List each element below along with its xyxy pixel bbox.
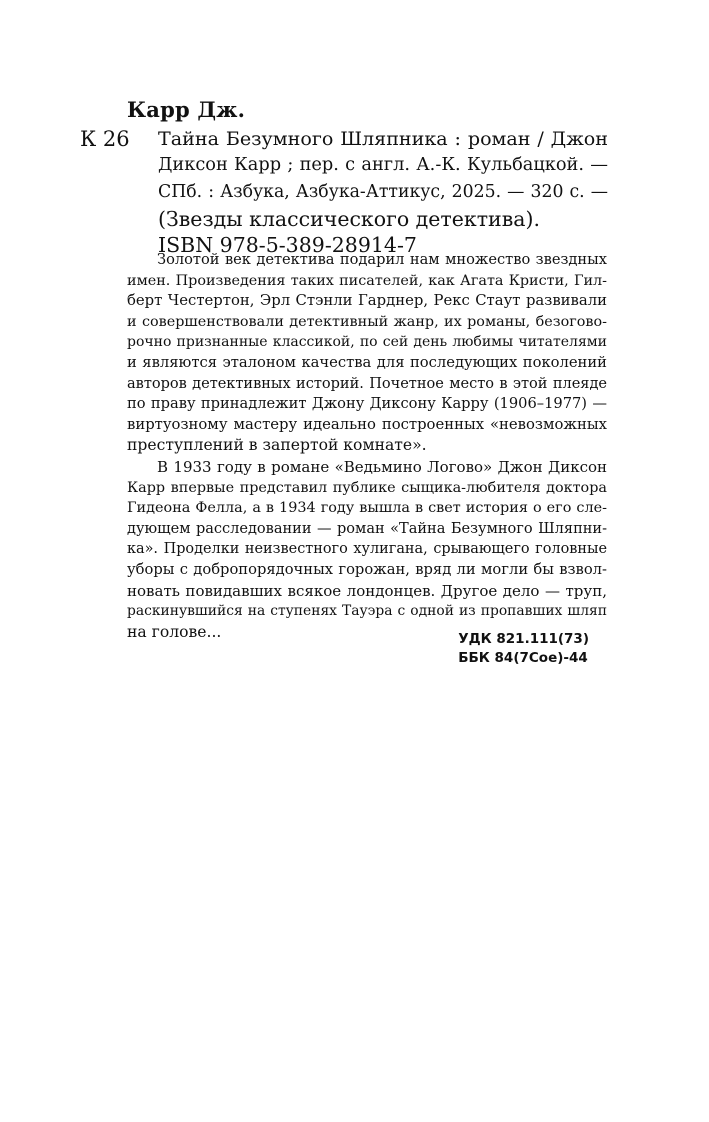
annotation-line: авторов детективных историй. Почетное место в этой плеяде [127, 375, 607, 392]
annotation-line: по праву принадлежит Джону Диксону Карру (1906–1977) — [127, 395, 607, 413]
biblio-line: СПб. : Азбука, Азбука-Аттикус, 2025. — 320 с. — [158, 182, 608, 202]
biblio-line: (Звезды классического детектива). [158, 207, 541, 231]
author-sign-index: К 26 [80, 127, 130, 151]
classification-codes [458, 630, 589, 668]
annotation-line: раскинувшийся на ступенях Тауэра с одной из пропавших шляп [127, 603, 607, 620]
annotation-line: Гидеона Фелла, а в 1934 году вышла в свет история о его сле- [127, 500, 607, 517]
author-heading: Карр Дж. [127, 97, 246, 122]
annotation-line: дующем расследовании — роман «Тайна Безумного Шляпни- [127, 520, 607, 537]
annotation-line: и являются эталоном качества для последующих поколений [127, 353, 607, 371]
annotation-line: Карр впервые представил публике сыщика-любителя доктора [127, 479, 607, 496]
annotation-line: Золотой век детектива подарил нам множество звездных [157, 251, 607, 268]
annotation-line: берт Честертон, Эрл Стэнли Гарднер, Рекс Стаут развивали [127, 292, 607, 310]
udk-code: УДК 821.111(73) [458, 631, 589, 647]
annotation-line: преступлений в запертой комнате». [127, 436, 427, 455]
annotation-line: имен. Произведения таких писателей, как Агата Кристи, Гил- [127, 272, 607, 289]
annotation-paragraph-1 [127, 250, 607, 456]
annotation-line: уборы с добропорядочных горожан, вряд ли могли бы взвол- [127, 560, 607, 578]
biblio-line: Тайна Безумного Шляпника : роман / Джон [158, 127, 608, 150]
bbk-code: ББК 84(7Сое)-44 [458, 650, 588, 666]
annotation-line: рочно признанные классикой, по сей день любимы читателями [127, 334, 607, 351]
annotation [127, 250, 607, 642]
annotation-line: ка». Проделки неизвестного хулигана, срывающего головные [127, 541, 607, 558]
annotation-line: новать повидавших всякое лондонцев. Другое дело — труп, [127, 581, 607, 600]
biblio-line: Диксон Карр ; пер. с англ. А.-К. Кульбацкой. — [158, 155, 608, 175]
annotation-line: и совершенствовали детективный жанр, их романы, безогово- [127, 313, 607, 330]
annotation-line: В 1933 году в романе «Ведьмино Логово» Джон Диксон [157, 457, 607, 476]
annotation-line: на голове... [127, 622, 222, 641]
annotation-paragraph-2 [127, 457, 607, 642]
isbn: ISBN 978-5-389-28914-7 [158, 233, 417, 257]
bibliographic-description [158, 125, 608, 233]
annotation-line: виртуозному мастеру идеально построенных «невозможных [127, 415, 607, 433]
